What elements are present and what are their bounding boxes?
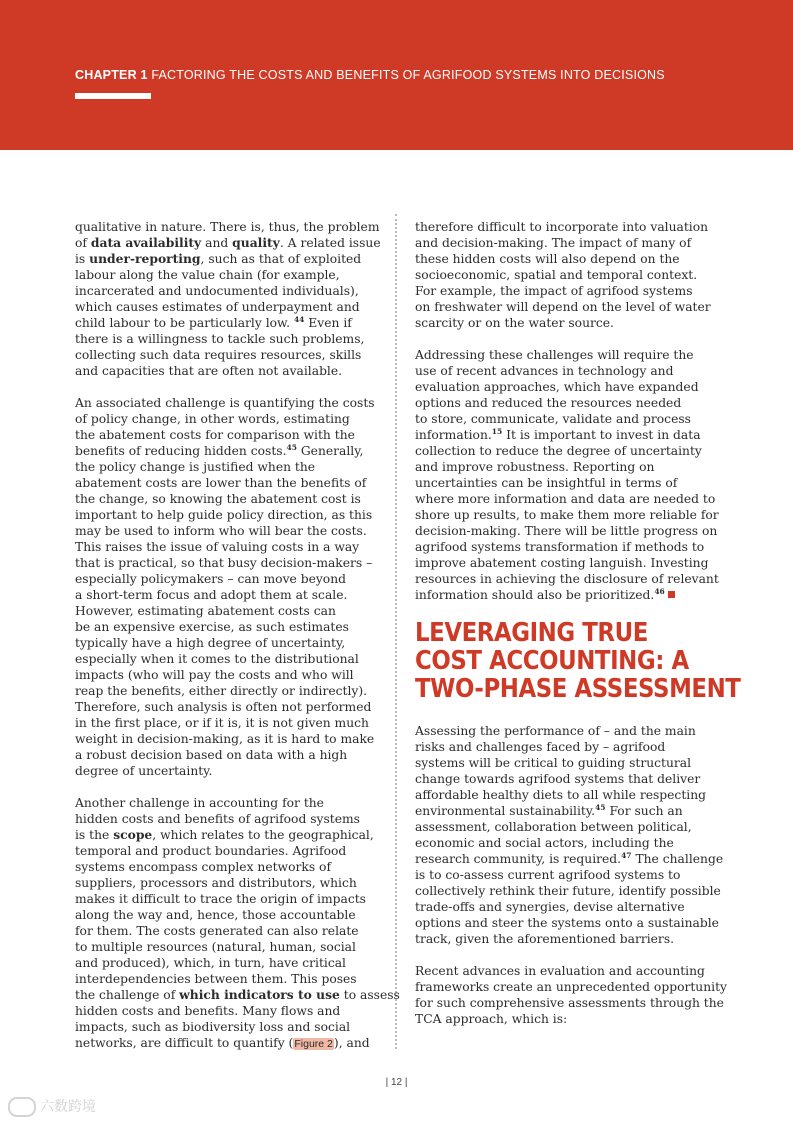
text-line: uncertainties can be insightful in terms of (415, 476, 678, 490)
text-line: be an expensive exercise, as such estimates (75, 620, 349, 634)
section-heading (415, 618, 741, 704)
header-rule (75, 93, 151, 99)
text-line: Another challenge in accounting for the (75, 796, 324, 810)
right-paragraph-2 (415, 347, 720, 603)
text-line: collecting such data requires resources, skills (75, 348, 362, 362)
text-line: Assessing the performance of – and the main (415, 724, 696, 738)
text-line: and improve robustness. Reporting on (415, 460, 655, 474)
text-line: Addressing these challenges will require the (415, 348, 694, 362)
text-line: interdependencies between them. This poses (75, 972, 357, 986)
text-line: the change, so knowing the abatement cost is (75, 492, 361, 506)
text-line: the policy change is justified when the (75, 460, 316, 474)
text-line: TCA approach, which is: (415, 1012, 568, 1026)
text-line: there is a willingness to tackle such problems, (75, 332, 365, 346)
text-line: Therefore, such analysis is often not performed (75, 700, 372, 714)
text-line: to multiple resources (natural, human, social (75, 940, 356, 954)
page-number: | 12 | (385, 1077, 408, 1088)
chapter-title: FACTORING THE COSTS AND BENEFITS OF AGRIFOOD SYSTEMS INTO DECISIONS (151, 68, 665, 82)
text-line: temporal and product boundaries. Agrifood (75, 844, 347, 858)
text-line: reap the benefits, either directly or indirectly). (75, 684, 368, 698)
text-line: information should also be prioritized.$^{46}$ (415, 587, 720, 603)
text-line: evaluation approaches, which have expanded (415, 380, 699, 394)
right-paragraph-4 (415, 963, 727, 1027)
text-line: research community, is required.$^{47}$ The challenge (415, 850, 724, 866)
text-line: hidden costs and benefits of agrifood systems (75, 812, 360, 826)
text-line: for such comprehensive assessments through the (415, 996, 724, 1010)
left-column (75, 219, 400, 1068)
text-line: of policy change, in other words, estimating (75, 412, 350, 426)
footnote-ref: 15 (491, 426, 503, 436)
text-line: is the scope, which relates to the geographical, (75, 827, 374, 842)
text-line: therefore difficult to incorporate into valuation (415, 220, 709, 234)
text-line: may be used to inform who will bear the costs. (75, 524, 367, 538)
text-line: especially when it comes to the distributional (75, 652, 359, 666)
text-line: a short-term focus and adopt them at scale. (75, 588, 348, 602)
text-line: For example, the impact of agrifood systems (415, 284, 693, 298)
text-line: these hidden costs will also depend on the (415, 252, 680, 266)
right-paragraph-3 (415, 723, 724, 947)
text-line: shore up results, to make them more reliable for (415, 508, 719, 522)
text-line: options and reduced the resources needed (415, 396, 682, 410)
right-paragraph-1 (415, 219, 720, 331)
section-end-marker-icon (668, 591, 675, 598)
text-line: degree of uncertainty. (75, 764, 213, 778)
footnote-ref: 44 (293, 314, 305, 324)
text-line: makes it difficult to trace the origin of impacts (75, 892, 366, 906)
text-line: and produced), which, in turn, have critical (75, 956, 346, 970)
text-line: improve abatement costing languish. Investing (415, 556, 709, 570)
left-paragraph-3 (75, 795, 400, 1052)
text-line: which causes estimates of underpayment and (75, 300, 360, 314)
footnote-ref: 46 (654, 586, 665, 596)
text-line: socioeconomic, spatial and temporal context. (415, 268, 698, 282)
text-line: track, given the aforementioned barriers. (415, 932, 675, 946)
text-line: scarcity or on the water source. (415, 316, 614, 330)
text-line: risks and challenges faced by – agrifood (415, 740, 666, 754)
text-line: networks, are difficult to quantify (Figure 2), and (75, 1036, 370, 1050)
chapter-label: CHAPTER 1 (75, 68, 148, 82)
text-line: the challenge of which indicators to use to assess (75, 987, 400, 1002)
text-line: decision-making. There will be little progress on (415, 524, 718, 538)
text-line: Recent advances in evaluation and accounting (415, 964, 705, 978)
text-line: qualitative in nature. There is, thus, the problem (75, 220, 380, 234)
text-line: of data availability and quality. A related issue (75, 235, 381, 250)
text-line: on freshwater will depend on the level of water (415, 300, 711, 314)
text-line: assessment, collaboration between political, (415, 820, 692, 834)
heading-line: LEVERAGING TRUE (415, 618, 648, 648)
text-line: child labour to be particularly low. $^{44}$ Even if (75, 314, 352, 330)
heading-line: COST ACCOUNTING: A (415, 646, 689, 676)
text-line: systems will be critical to guiding structural (415, 756, 692, 770)
chapter-heading (75, 68, 665, 82)
text-line: abatement costs are lower than the benefits of (75, 476, 367, 490)
text-line: collection to reduce the degree of uncertainty (415, 444, 702, 458)
text-line: the abatement costs for comparison with the (75, 428, 355, 442)
text-line: agrifood systems transformation if methods to (415, 540, 705, 554)
text-line: resources in achieving the disclosure of relevant (415, 572, 719, 586)
text-line: is to co-assess current agrifood systems to (415, 868, 681, 882)
text-line: economic and social actors, including the (415, 836, 674, 850)
text-line: labour along the value chain (for example, (75, 268, 340, 282)
figure-2-link[interactable]: Figure 2 (294, 1038, 333, 1050)
text-line: to store, communicate, validate and process (415, 412, 691, 426)
text-line: affordable healthy diets to all while respecting (415, 788, 706, 802)
text-line: use of recent advances in technology and (415, 364, 674, 378)
text-line: However, estimating abatement costs can (75, 604, 336, 618)
text-line: for them. The costs generated can also relate (75, 924, 359, 938)
text-line: options and steer the systems onto a sustainable (415, 916, 719, 930)
text-line: especially policymakers – can move beyond (75, 572, 346, 586)
text-line: benefits of reducing hidden costs.$^{45}$ Generally, (75, 442, 364, 458)
text-line: systems encompass complex networks of (75, 860, 331, 874)
text-line: information.$^{15}$ It is important to invest in data (415, 426, 701, 442)
chapter-header-band (0, 0, 793, 150)
text-line: incarcerated and undocumented individuals), (75, 284, 359, 298)
column-divider (395, 214, 397, 1049)
text-line: This raises the issue of valuing costs in a way (75, 540, 360, 554)
text-line: that is practical, so that busy decision-makers – (75, 556, 373, 570)
heading-line: TWO-PHASE ASSESSMENT (415, 674, 741, 704)
text-line: hidden costs and benefits. Many flows and (75, 1004, 341, 1018)
text-line: typically have a high degree of uncertainty, (75, 636, 346, 650)
text-line: impacts (who will pay the costs and who will (75, 668, 354, 682)
text-line: and decision-making. The impact of many of (415, 236, 692, 250)
text-line: is under-reporting, such as that of exploited (75, 251, 362, 266)
left-paragraph-2 (75, 395, 375, 779)
text-line: environmental sustainability.$^{45}$ For such an (415, 802, 683, 818)
text-line: change towards agrifood systems that deliver (415, 772, 701, 786)
left-paragraph-1 (75, 219, 381, 379)
text-line: impacts, such as biodiversity loss and social (75, 1020, 351, 1034)
text-line: along the way and, hence, those accountable (75, 908, 356, 922)
text-line: frameworks create an unprecedented opportunity (415, 980, 727, 994)
text-line: weight in decision-making, as it is hard to make (75, 732, 375, 746)
watermark-logo-icon (8, 1097, 36, 1117)
footnote-ref: 45 (595, 802, 606, 812)
text-line: and capacities that are often not available. (75, 364, 343, 378)
right-column (415, 219, 741, 1043)
text-line: in the first place, or if it is, it is not given much (75, 716, 369, 730)
text-line: suppliers, processors and distributors, which (75, 876, 357, 890)
text-line: a robust decision based on data with a high (75, 748, 348, 762)
text-line: important to help guide policy direction, as this (75, 508, 373, 522)
watermark-text: 六数跨境 (40, 1099, 96, 1115)
footnote-ref: 45 (286, 442, 297, 452)
text-line: An associated challenge is quantifying the costs (75, 396, 375, 410)
text-line: where more information and data are needed to (415, 492, 716, 506)
text-line: trade-offs and synergies, devise alternative (415, 900, 685, 914)
watermark (8, 1096, 96, 1117)
text-line: collectively rethink their future, identify possible (415, 884, 721, 898)
footnote-ref: 47 (621, 850, 632, 860)
